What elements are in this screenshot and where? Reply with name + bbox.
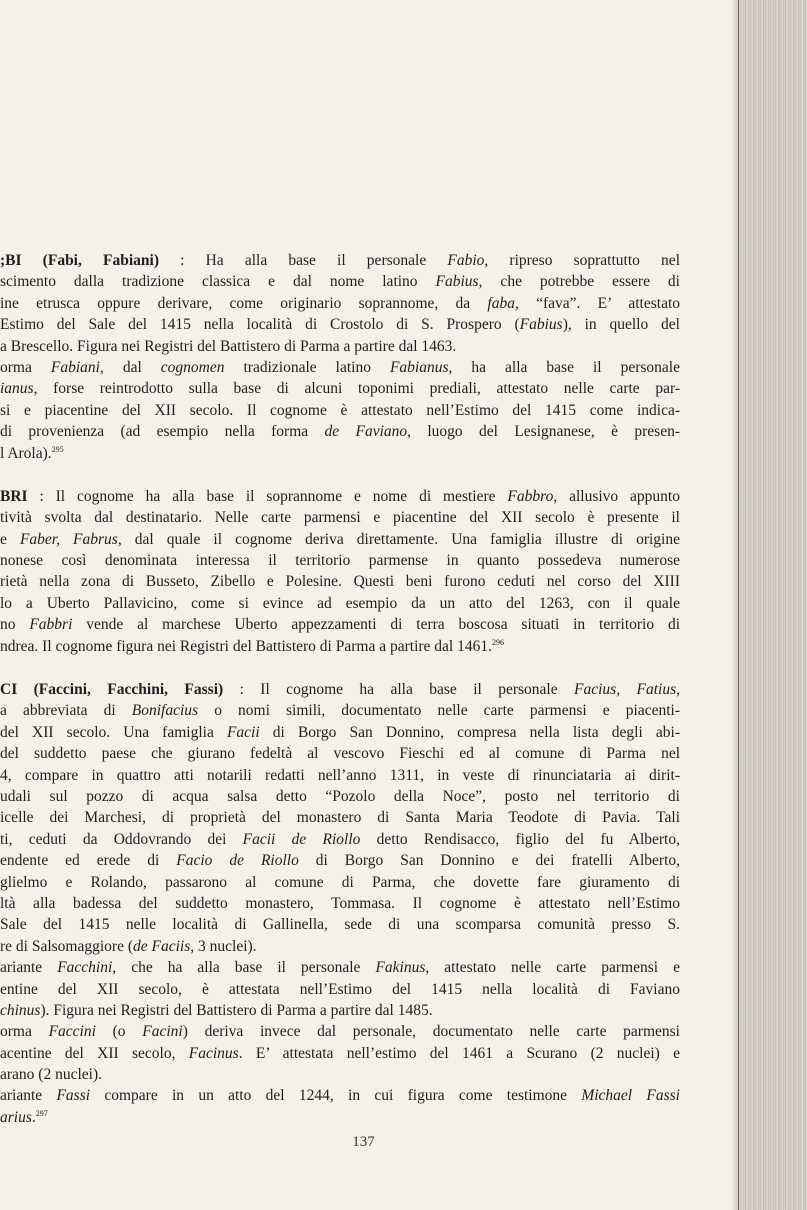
text-line: 4, compare in quattro atti notarili redatti nell’anno 1311, in veste di rinunciataria ai dirit- [0, 766, 680, 784]
text-line: Sale del 1415 nelle località di Gallinella, sede di una scomparsa comunità presso S. [0, 916, 680, 934]
text-line: acentine del XII secolo, Facinus. E’ attestata nell’estimo del 1461 a Scurano (2 nuclei) e [0, 1044, 680, 1062]
text-line: icelle dei Marchesi, di proprietà del monastero di Santa Maria Teodote di Pavia. Tali [0, 809, 680, 827]
text-line: chinus). Figura nei Registri del Battistero di Parma a partire dal 1485. [0, 1001, 433, 1019]
entry-fabbri [0, 486, 680, 657]
text-line: orma Faccini (o Facini) deriva invece dal personale, documentato nelle carte parmensi [0, 1023, 680, 1041]
text-line: di provenienza (ad esempio nella forma de Faviano, luogo del Lesignanese, è presen- [0, 423, 680, 441]
text-line: si e piacentine del XII secolo. Il cognome è attestato nell’Estimo del 1415 come indica- [0, 401, 680, 419]
text-line: nonese così denominata interessa il territorio parmense in quanto possedeva numerose [0, 552, 680, 570]
text-line: ltà alla badessa del suddetto monastero, Tommasa. Il cognome è attestato nell’Estimo [0, 894, 680, 912]
entry-facci [0, 679, 680, 1128]
text-line: arano (2 nuclei). [0, 1066, 102, 1084]
text-line: scimento dalla tradizione classica e dal nome latino Fabius, che potrebbe essere di [0, 273, 680, 291]
text-line: ti, ceduti da Oddovrando dei Facii de Riollo detto Rendisacco, figlio del fu Alberto, [0, 830, 680, 848]
text-line: orma Fabiani, dal cognomen tradizionale latino Fabianus, ha alla base il personale [0, 358, 680, 376]
text-line: entine del XII secolo, è attestata nell’Estimo del 1415 nella località di Faviano [0, 980, 680, 998]
text-line: ine etrusca oppure derivare, come originario soprannome, da faba, “fava”. E’ attestato [0, 294, 680, 312]
text-line: ;BI (Fabi, Fabiani) : Ha alla base il personale Fabio, ripreso soprattutto nel [0, 252, 680, 269]
text-line: udali sul pozzo di acqua salsa detto “Pozolo della Noce”, posto nel territorio di [0, 787, 680, 805]
text-line: ariante Fassi compare in un atto del 1244, in cui figura come testimone Michael Fassi [0, 1087, 680, 1105]
text-line: no Fabbri vende al marchese Uberto appezzamenti di terra boscosa situati in territorio di [0, 616, 680, 634]
text-line: a Brescello. Figura nei Registri del Battistero di Parma a partire dal 1463. [0, 337, 457, 355]
text-line: l Arola).$^{295}$ [0, 444, 64, 462]
text-line: ndrea. Il cognome figura nei Registri del Battistero di Parma a partire dal 1461.$^{296}$ [0, 637, 504, 655]
text-line: rietà nella zona di Busseto, Zibello e Polesine. Questi beni furono ceduti nel corso del XIII [0, 573, 680, 591]
page-text [0, 250, 680, 1150]
text-line: Estimo del Sale del 1415 nella località di Crostolo di S. Prospero (Fabius), in quello del [0, 316, 680, 334]
text-line: re di Salsomaggiore (de Faciis, 3 nuclei). [0, 937, 257, 955]
text-line: e Faber, Fabrus, dal quale il cognome deriva direttamente. Una famiglia illustre di origine [0, 530, 680, 548]
text-line: a abbreviata di Bonifacius o nomi simili, documentato nelle carte parmensi e piacenti- [0, 702, 680, 720]
text-line: endente ed erede di Facio de Riollo di Borgo San Donnino e dei fratelli Alberto, [0, 852, 680, 870]
text-line: del suddetto paese che giurano fedeltà al vescovo Fieschi ed al comune di Parma nel [0, 745, 680, 763]
text-line: del XII secolo. Una famiglia Facii di Borgo San Donnino, compresa nella lista degli abi- [0, 723, 680, 741]
entry-fabi [0, 250, 680, 464]
text-line: CI (Faccini, Facchini, Fassi) : Il cognome ha alla base il personale Facius, Fatius, [0, 681, 680, 699]
page-number: 137 [352, 1134, 375, 1150]
text-line: BRI : Il cognome ha alla base il soprannome e nome di mestiere Fabbro, allusivo appunto [0, 487, 680, 505]
text-line: ariante Facchini, che ha alla base il personale Fakinus, attestato nelle carte parmensi e [0, 959, 680, 977]
text-line: tività svolta dal destinatario. Nelle carte parmensi e piacentine del XII secolo è presente il [0, 509, 680, 527]
book-page-edge [738, 0, 807, 1210]
text-line: ianus, forse reintrodotto sulla base di alcuni toponimi prediali, attestato nelle carte par- [0, 380, 680, 398]
text-line: lo a Uberto Pallavicino, come si evince ad esempio da un atto del 1263, con il quale [0, 594, 680, 612]
text-line: glielmo e Rolando, passarono al comune di Parma, che dovette fare giuramento di [0, 873, 680, 891]
text-line: arius.$^{297}$ [0, 1108, 48, 1126]
